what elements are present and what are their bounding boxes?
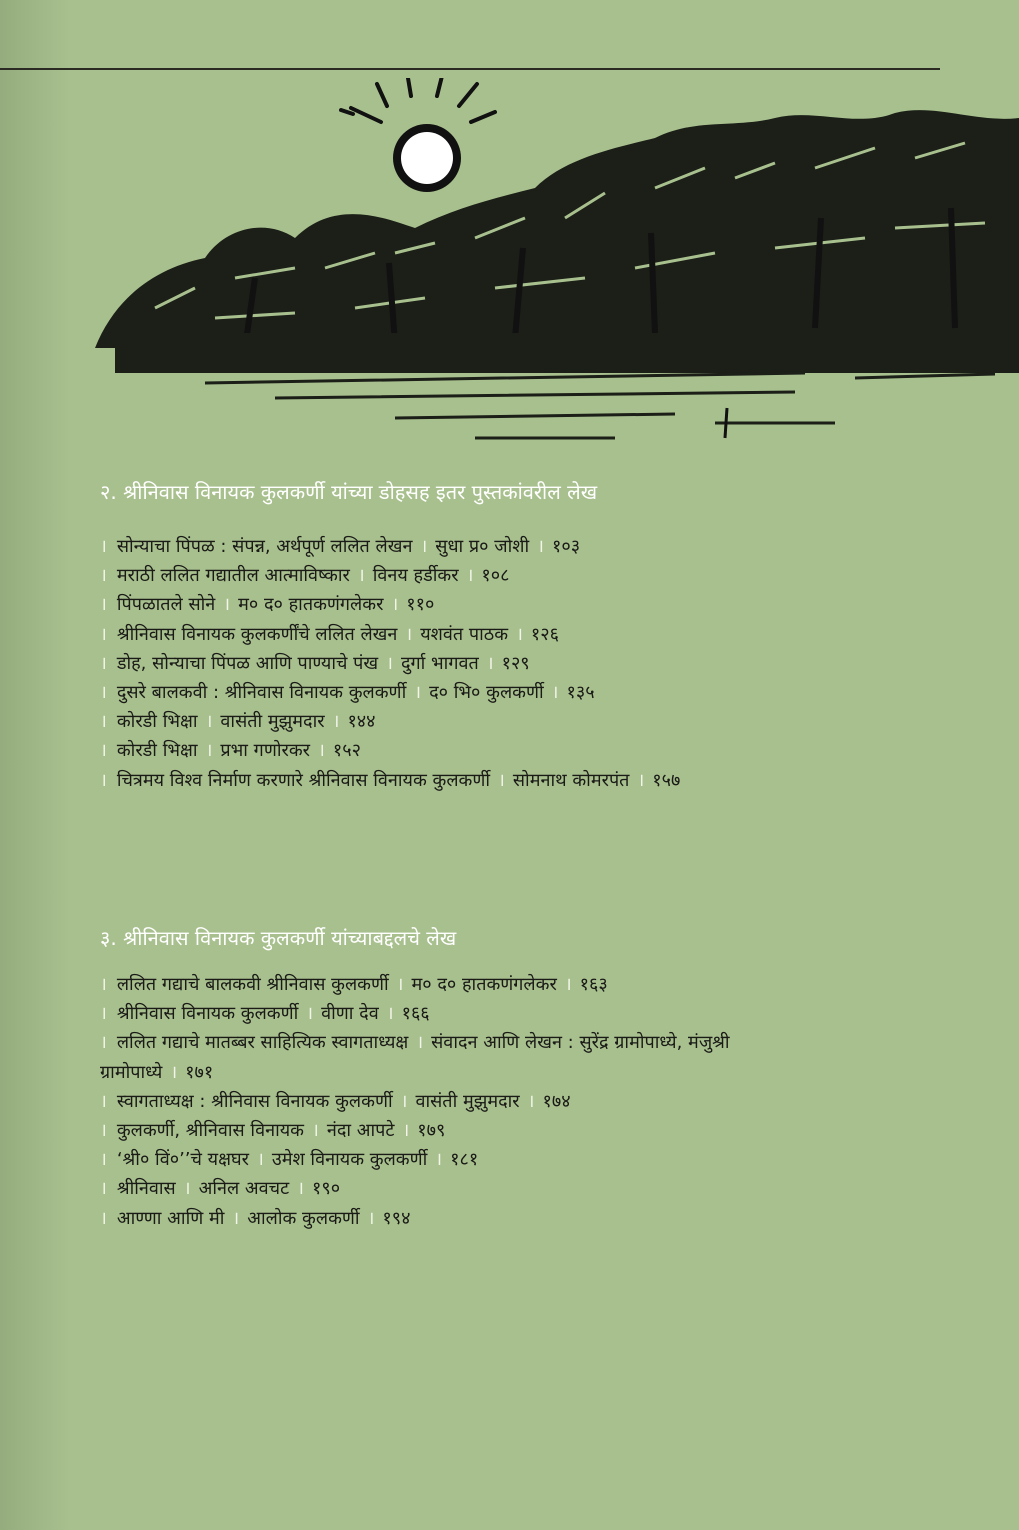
entry-author: सोमनाथ कोमरपंत — [512, 769, 630, 791]
separator: । — [170, 1061, 178, 1083]
ground-band — [115, 333, 1019, 373]
separator: । — [318, 740, 325, 762]
entry-page: १२९ — [501, 652, 530, 674]
separator: । — [416, 1032, 424, 1054]
entry-title: कोरडी भिक्षा — [116, 740, 198, 762]
entry-title: ललित गद्याचे बालकवी श्रीनिवास कुलकर्णी — [116, 974, 389, 995]
entry-page: १४४ — [347, 711, 376, 733]
section-2-list — [100, 532, 980, 795]
separator: । — [551, 682, 559, 704]
entry-title: श्रीनिवास — [116, 1178, 176, 1200]
separator: । — [232, 1207, 240, 1229]
separator: । — [516, 623, 523, 645]
bar-glyph: । — [100, 711, 107, 733]
list-item — [100, 678, 980, 707]
sun-icon — [341, 78, 495, 192]
entry-author: दुर्गा भागवत — [400, 652, 479, 674]
separator: । — [537, 536, 544, 557]
separator: । — [527, 1090, 535, 1112]
separator: । — [205, 711, 213, 733]
separator: । — [435, 1149, 443, 1171]
list-item — [100, 1174, 980, 1203]
separator: । — [183, 1178, 191, 1200]
entry-page: १७१ — [185, 1061, 214, 1083]
entry-page: १०८ — [481, 565, 510, 587]
entry-page: १२६ — [530, 623, 559, 645]
list-item — [100, 532, 980, 561]
entry-title: आण्णा आणि मी — [116, 1207, 225, 1229]
list-item — [100, 1116, 980, 1145]
reed-stroke — [725, 408, 727, 438]
separator: । — [357, 565, 365, 587]
entry-title: डोह, सोन्याचा पिंपळ आणि पाण्याचे पंख — [116, 652, 379, 674]
entry-author-continued: ग्रामोपाध्ये — [100, 1061, 163, 1083]
list-item — [100, 561, 980, 590]
entry-title: मराठी ललित गद्यातील आत्माविष्कार — [116, 565, 350, 587]
separator: । — [312, 1120, 319, 1142]
list-item — [100, 970, 980, 999]
entry-title: कुलकर्णी, श्रीनिवास विनायक — [116, 1120, 305, 1142]
entry-author: अनिल अवचट — [198, 1178, 290, 1200]
entry-page: १६३ — [579, 974, 608, 995]
entry-title: दुसरे बालकवी : श्रीनिवास विनायक कुलकर्णी — [116, 682, 407, 704]
landscape-illustration — [95, 78, 1019, 460]
separator: । — [637, 769, 645, 791]
bar-glyph: । — [100, 623, 107, 645]
bar-glyph: । — [100, 594, 107, 616]
entry-page: १६६ — [401, 1003, 430, 1025]
separator: । — [498, 769, 505, 791]
separator: । — [257, 1149, 264, 1171]
separator: । — [306, 1003, 314, 1025]
entry-author: वीणा देव — [321, 1003, 379, 1025]
entry-title: ‘श्री० विं०’’चे यक्षघर — [116, 1149, 250, 1171]
separator: । — [386, 1003, 394, 1025]
bar-glyph: । — [100, 1207, 107, 1229]
page-gutter-shadow — [0, 0, 70, 1530]
entry-author: संवादन आणि लेखन : सुरेंद्र ग्रामोपाध्ये, मंजुश्री — [431, 1032, 730, 1054]
entry-page: १५२ — [332, 740, 361, 762]
bar-glyph: । — [100, 1032, 107, 1054]
separator: । — [332, 711, 340, 733]
separator: । — [420, 536, 428, 557]
entry-title: ललित गद्याचे मातब्बर साहित्यिक स्वागताध्यक्ष — [116, 1032, 409, 1054]
bar-glyph: । — [100, 769, 107, 791]
entry-author: म० द० हातकणंगलेकर — [411, 974, 557, 995]
entry-page: १७४ — [542, 1090, 571, 1112]
entry-page: १८१ — [450, 1149, 479, 1171]
section-3-list — [100, 970, 980, 1233]
list-item-continuation — [100, 1058, 980, 1087]
entry-title: श्रीनिवास विनायक कुलकर्णींचे ललित लेखन — [116, 623, 398, 645]
entry-title: सोन्याचा पिंपळ : संपन्न, अर्थपूर्ण ललित लेखन — [116, 536, 413, 557]
entry-page: १९० — [311, 1178, 341, 1200]
top-rule — [0, 68, 940, 70]
section-2-heading: २. श्रीनिवास विनायक कुलकर्णी यांच्या डोहसह इतर पुस्तकांवरील लेख — [100, 480, 598, 504]
entry-author: यशवंत पाठक — [420, 623, 509, 645]
bar-glyph: । — [100, 740, 107, 762]
separator: । — [486, 652, 494, 674]
bar-glyph: । — [100, 1149, 107, 1171]
tree-canopy — [95, 110, 1019, 348]
list-item — [100, 1028, 980, 1057]
bar-glyph: । — [100, 974, 107, 995]
entry-author: प्रभा गणोरकर — [220, 740, 311, 762]
separator: । — [466, 565, 474, 587]
separator: । — [564, 974, 572, 995]
entry-page: १०३ — [552, 536, 581, 557]
bar-glyph: । — [100, 1178, 107, 1200]
entry-author: विनय हर्डीकर — [372, 565, 459, 587]
list-item — [100, 1204, 980, 1233]
entry-author: उमेश विनायक कुलकर्णी — [271, 1149, 428, 1171]
entry-title: कोरडी भिक्षा — [116, 711, 198, 733]
entry-title: श्रीनिवास विनायक कुलकर्णी — [116, 1003, 299, 1025]
list-item — [100, 1145, 980, 1174]
separator: । — [402, 1120, 410, 1142]
entry-page: १७९ — [417, 1120, 446, 1142]
entry-page: १३५ — [566, 682, 595, 704]
list-item — [100, 999, 980, 1028]
separator: । — [391, 594, 399, 616]
entry-title: स्वागताध्यक्ष : श्रीनिवास विनायक कुलकर्णी — [116, 1090, 393, 1112]
list-item — [100, 766, 980, 795]
list-item — [100, 620, 980, 649]
separator: । — [400, 1090, 408, 1112]
entry-author: वासंती मुझुमदार — [415, 1090, 520, 1112]
list-item — [100, 707, 980, 736]
list-item — [100, 649, 980, 678]
entry-author: सुधा प्र० जोशी — [435, 536, 530, 557]
bar-glyph: । — [100, 682, 107, 704]
bar-glyph: । — [100, 565, 107, 587]
separator: । — [205, 740, 213, 762]
separator: । — [386, 652, 393, 674]
separator: । — [405, 623, 413, 645]
bar-glyph: । — [100, 1090, 107, 1112]
separator: । — [367, 1207, 375, 1229]
entry-page: १५७ — [652, 769, 681, 791]
entry-author: वासंती मुझुमदार — [220, 711, 325, 733]
entry-title: चित्रमय विश्व निर्माण करणारे श्रीनिवास विनायक कुलकर्णी — [116, 769, 491, 791]
bar-glyph: । — [100, 652, 107, 674]
entry-page: १९४ — [382, 1207, 411, 1229]
riverbank-strokes — [205, 373, 995, 438]
bar-glyph: । — [100, 536, 107, 557]
entry-author: म० द० हातकणंगलेकर — [238, 594, 384, 616]
list-item — [100, 1087, 980, 1116]
separator: । — [396, 974, 404, 995]
separator: । — [297, 1178, 304, 1200]
list-item — [100, 736, 980, 765]
separator: । — [414, 682, 422, 704]
entry-title: पिंपळातले सोने — [116, 594, 216, 616]
entry-author: आलोक कुलकर्णी — [247, 1207, 360, 1229]
separator: । — [223, 594, 231, 616]
bar-glyph: । — [100, 1003, 107, 1025]
entry-author: द० भि० कुलकर्णी — [429, 682, 544, 704]
bar-glyph: । — [100, 1120, 107, 1142]
list-item — [100, 590, 980, 619]
section-3-heading: ३. श्रीनिवास विनायक कुलकर्णी यांच्याबद्दलचे लेख — [100, 926, 457, 950]
entry-author: नंदा आपटे — [326, 1120, 395, 1142]
entry-page: ११० — [406, 594, 435, 616]
